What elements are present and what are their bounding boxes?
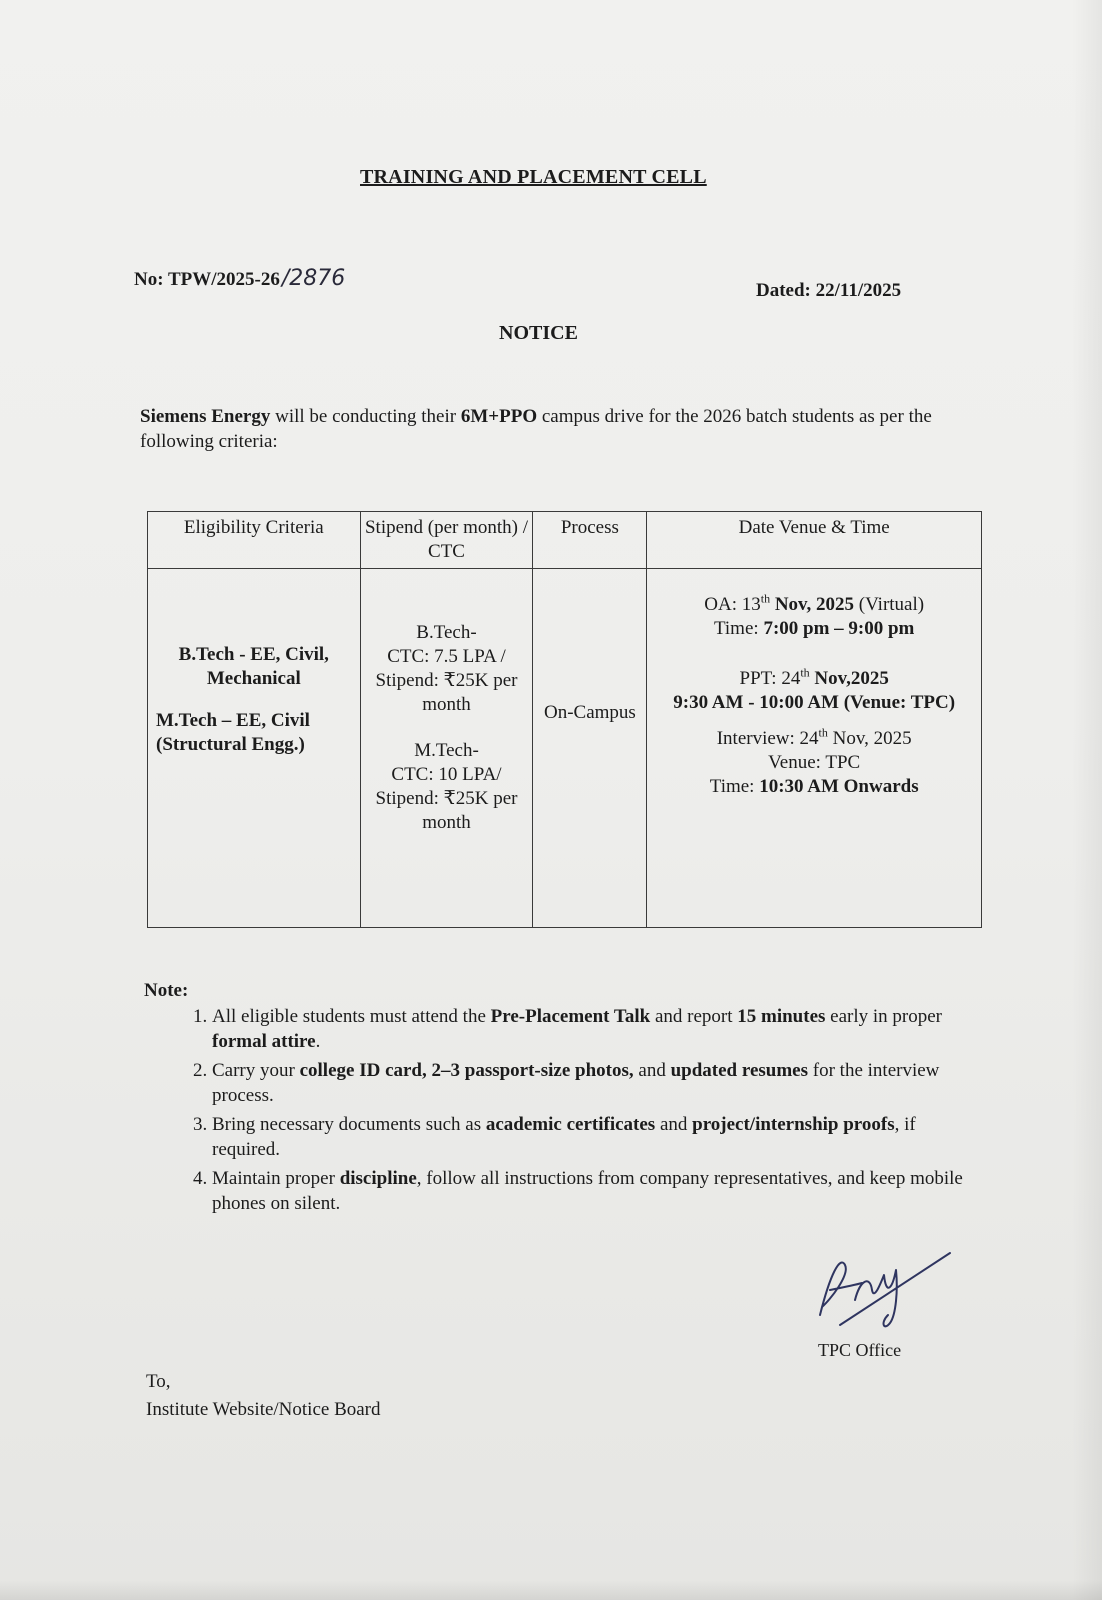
note-bold: discipline bbox=[339, 1168, 417, 1189]
process-value: On-Campus bbox=[543, 702, 636, 723]
dated: Dated: 22/11/2025 bbox=[756, 280, 902, 301]
interview-prefix: Interview: 24 bbox=[716, 728, 819, 749]
note-text: and bbox=[633, 1060, 671, 1081]
ppt-date-text: Nov,2025 bbox=[809, 668, 889, 689]
note-item bbox=[212, 1004, 972, 1054]
note-text: , if required. bbox=[212, 1114, 916, 1160]
interview-venue: Venue: TPC bbox=[768, 752, 861, 773]
oa-sup: th bbox=[760, 591, 771, 606]
interview-time-value: 10:30 AM Onwards bbox=[759, 776, 919, 797]
page-edge-shadow bbox=[1072, 0, 1102, 1600]
note-bold: Pre-Placement Talk bbox=[490, 1006, 651, 1027]
stipend-cell bbox=[360, 569, 533, 928]
criteria-table bbox=[147, 511, 982, 928]
table-header-row bbox=[148, 512, 982, 569]
stipend-mtech-stipend: Stipend: ₹25K per month bbox=[375, 788, 518, 833]
recipient-to: To, bbox=[146, 1371, 171, 1392]
note-text: Carry your bbox=[212, 1060, 300, 1081]
interview-date-text: Nov, 2025 bbox=[827, 728, 912, 749]
recipient-block bbox=[146, 1368, 381, 1424]
oa-prefix: OA: 13 bbox=[704, 594, 761, 615]
note-item bbox=[212, 1112, 972, 1162]
ppt-time-venue-text: 9:30 AM - 10:00 AM (Venue: TPC) bbox=[673, 692, 956, 713]
reference-number bbox=[134, 266, 345, 291]
header-stipend: Stipend (per month) / CTC bbox=[360, 512, 533, 569]
oa-time bbox=[649, 617, 979, 641]
signature-caption: TPC Office bbox=[818, 1340, 902, 1360]
interview-time bbox=[649, 775, 979, 799]
note-text: . bbox=[315, 1031, 321, 1052]
note-text: early in proper bbox=[825, 1006, 942, 1027]
signature-image bbox=[800, 1245, 970, 1345]
process-cell bbox=[533, 569, 647, 928]
notice-heading: NOTICE bbox=[499, 322, 578, 344]
schedule-cell bbox=[647, 569, 982, 928]
reference-prefix: No: TPW/2025-26 bbox=[134, 269, 280, 290]
company-name: Siemens Energy bbox=[140, 406, 271, 427]
header-date-venue-time: Date Venue & Time bbox=[647, 512, 982, 569]
interview-date bbox=[649, 727, 979, 751]
note-bold: project/internship proofs bbox=[692, 1114, 895, 1135]
recipient-line: Institute Website/Notice Board bbox=[146, 1399, 381, 1420]
stipend-btech-ctc: CTC: 7.5 LPA / bbox=[387, 646, 506, 667]
note-text: Bring necessary documents such as bbox=[212, 1114, 486, 1135]
page-bottom-shadow bbox=[0, 1580, 1102, 1600]
oa-date bbox=[649, 593, 979, 617]
note-bold: formal attire bbox=[212, 1031, 316, 1052]
note-bold: academic certificates bbox=[485, 1114, 656, 1135]
note-bold: college ID card, 2–3 passport-size photos, bbox=[299, 1060, 634, 1081]
header-process: Process bbox=[533, 512, 647, 569]
drive-type: 6M+PPO bbox=[460, 406, 538, 427]
oa-date-text: Nov, 2025 bbox=[770, 594, 855, 615]
eligibility-cell bbox=[148, 569, 361, 928]
eligibility-mtech: M.Tech – EE, Civil (Structural Engg.) bbox=[156, 710, 310, 755]
stipend-btech-label: B.Tech- bbox=[416, 622, 477, 643]
note-bold: updated resumes bbox=[670, 1060, 809, 1081]
document-title: TRAINING AND PLACEMENT CELL bbox=[360, 166, 707, 188]
stipend-btech-stipend: Stipend: ₹25K per month bbox=[375, 670, 518, 715]
note-item bbox=[212, 1166, 972, 1216]
note-text: All eligible students must attend the bbox=[212, 1006, 491, 1027]
oa-time-value: 7:00 pm – 9:00 pm bbox=[763, 618, 915, 639]
ppt-prefix: PPT: 24 bbox=[739, 668, 801, 689]
note-bold: 15 minutes bbox=[737, 1006, 826, 1027]
reference-handwritten: /2876 bbox=[281, 266, 346, 291]
note-text: , follow all instructions from company representatives, and keep mobile phones on silent. bbox=[212, 1168, 963, 1214]
note-text: and bbox=[655, 1114, 693, 1135]
intro-text-1: will be conducting their bbox=[270, 406, 461, 427]
oa-time-label: Time: bbox=[713, 618, 764, 639]
note-text: for the interview process. bbox=[212, 1060, 940, 1106]
stipend-mtech-ctc: CTC: 10 LPA/ bbox=[391, 764, 502, 785]
ppt-time-venue bbox=[649, 691, 979, 715]
interview-time-label: Time: bbox=[709, 776, 760, 797]
intro-text-2: campus drive for the 2026 batch students as per the following criteria: bbox=[140, 406, 932, 452]
interview-sup: th bbox=[818, 725, 828, 740]
stipend-mtech-label: M.Tech- bbox=[414, 740, 479, 761]
eligibility-btech: B.Tech - EE, Civil, Mechanical bbox=[178, 644, 329, 689]
oa-mode: (Virtual) bbox=[854, 594, 925, 615]
note-text: Maintain proper bbox=[212, 1168, 340, 1189]
intro-paragraph bbox=[140, 404, 940, 454]
ppt-sup: th bbox=[800, 665, 810, 680]
note-text: and report bbox=[650, 1006, 738, 1027]
notes-list bbox=[174, 1004, 972, 1220]
header-eligibility: Eligibility Criteria bbox=[148, 512, 361, 569]
note-item bbox=[212, 1058, 972, 1108]
table-row bbox=[148, 569, 982, 928]
note-label: Note: bbox=[144, 980, 189, 1001]
ppt-date bbox=[649, 667, 979, 691]
